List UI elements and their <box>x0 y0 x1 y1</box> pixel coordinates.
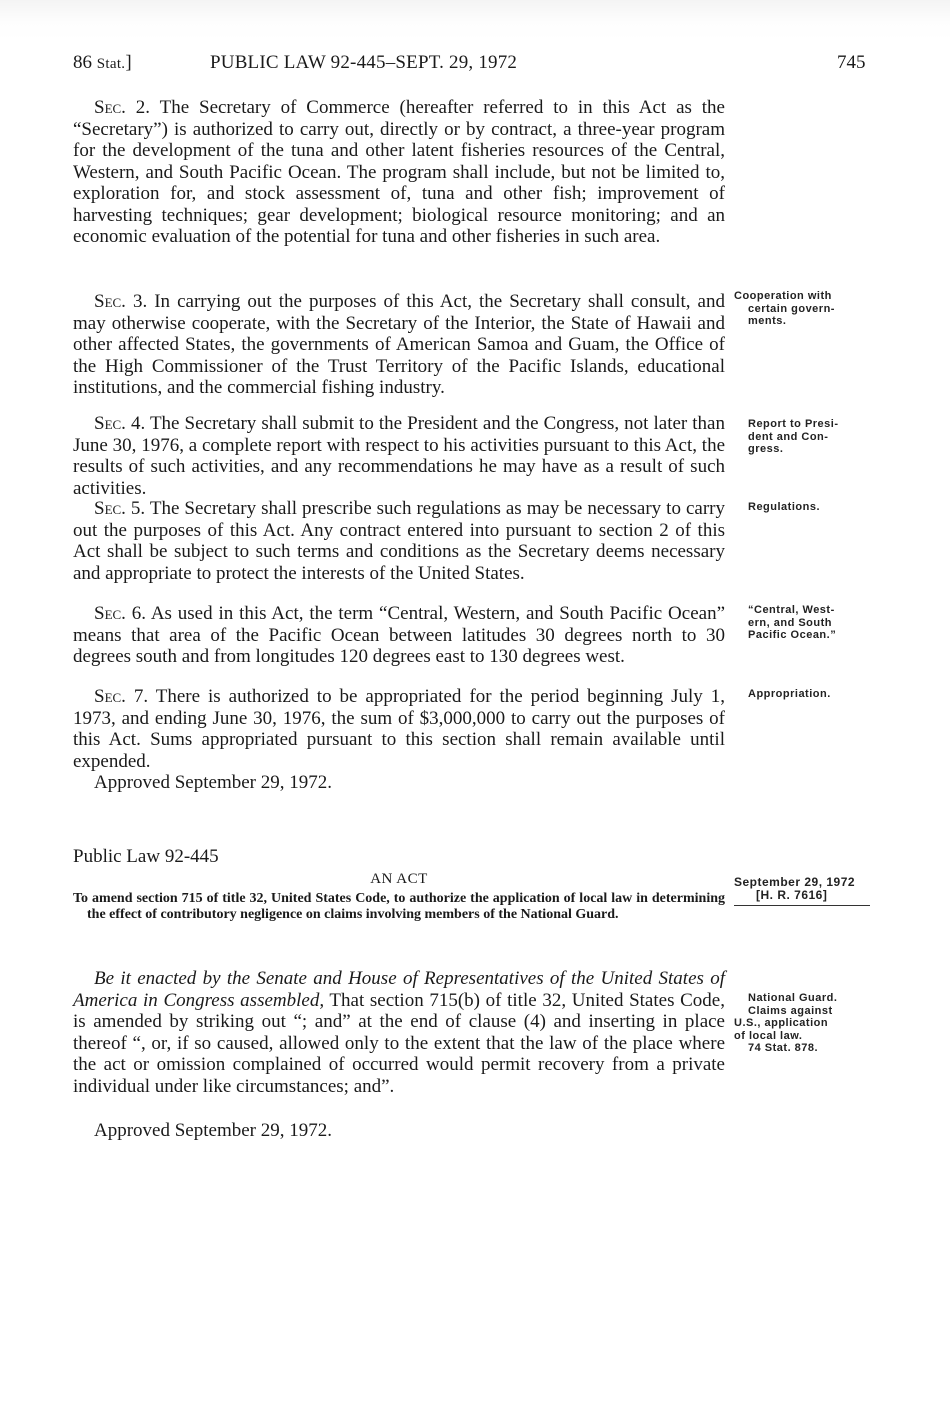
margin-note-line: certain govern- <box>748 302 835 315</box>
margin-note-appropriation: Appropriation. <box>748 688 831 700</box>
margin-note-line: gress. <box>748 443 784 455</box>
margin-note-line: ments. <box>748 315 787 327</box>
margin-note-line: 74 Stat. 878. <box>748 1042 819 1054</box>
approval-line-2 <box>73 1120 725 1142</box>
section-number: Sec. 7. <box>94 686 149 707</box>
section-6-paragraph <box>73 603 725 668</box>
page-number: 745 <box>837 52 866 73</box>
section-text: There is authorized to be appropriated for the period beginning July 1, 1973, and ending June 30, 1976, the sum of $3,000,000 to carry out the purposes of this Act. Sums appropriated pursuant to this section shall remain available until expended. <box>73 686 725 772</box>
section-number: Sec. 6. <box>94 603 147 624</box>
section-7-paragraph <box>73 686 725 772</box>
margin-note-line: of local law. <box>734 1029 803 1042</box>
section-text: The Secretary shall prescribe such regulations as may be necessary to carry out the purposes of this Act. Any contract entered into pursuant to section 2 of this Act shall be subject to such terms and conditions as the Secretary deems necessary and appropriate to protect the interests of the United States. <box>73 498 725 584</box>
margin-note-line: Report to Presi- <box>748 418 839 430</box>
header-stat-label: Stat. <box>96 56 126 72</box>
margin-note-line: National Guard. <box>748 992 838 1004</box>
section-number: Sec. 4. <box>94 413 146 434</box>
section-4 <box>73 413 725 499</box>
section-text: As used in this Act, the term “Central, Western, and South Pacific Ocean” means that area of the Pacific Ocean between latitudes 30 degrees north to 30 degrees south and from longitudes 120 degrees east to 130 degrees west. <box>73 603 725 667</box>
section-6 <box>73 603 725 668</box>
section-text: The Secretary shall submit to the President and the Congress, not later than June 30, 1976, a complete report with respect to his activities pursuant to this Act, the results of such activities, and any recommendations he may have as a result of such activities. <box>73 413 725 499</box>
margin-note-report <box>734 418 874 456</box>
margin-note-line: dent and Con- <box>748 430 829 443</box>
margin-note-line: ern, and South <box>748 616 832 629</box>
margin-note-national-guard <box>734 992 874 1055</box>
public-law-heading: Public Law 92-445 <box>73 846 219 867</box>
section-3 <box>73 291 725 399</box>
margin-note-line: Pacific Ocean.” <box>748 629 837 641</box>
margin-note-definition <box>734 604 874 642</box>
margin-note-bill: [H. R. 7616] <box>756 887 828 902</box>
margin-note-date <box>734 876 874 901</box>
an-act-heading: AN ACT <box>370 871 428 887</box>
section-number: Sec. 3. <box>94 291 148 312</box>
approval-text: Approved September 29, 1972. <box>94 772 332 793</box>
margin-note-regulations: Regulations. <box>748 501 821 513</box>
section-2-paragraph <box>73 97 725 248</box>
enacting-clause: Be it enacted by the Senate and House of Representatives of the United States of America in Congress assembled, <box>73 968 725 1011</box>
header-stat-reference <box>73 52 132 74</box>
margin-note-date-text: September 29, 1972 <box>734 875 856 889</box>
section-3-paragraph <box>73 291 725 399</box>
section-number: Sec. 5. <box>94 498 146 519</box>
approval-line-1 <box>73 772 725 794</box>
long-title: To amend section 715 of title 32, United States Code, to authorize the application of local law in determining the effect of contributory negligence on claims involving members of the National Guard. <box>73 891 725 922</box>
section-5-paragraph <box>73 498 725 584</box>
section-5 <box>73 498 725 584</box>
enacting-paragraph <box>73 968 725 1097</box>
section-number: Sec. 2. <box>94 97 151 118</box>
section-4-paragraph <box>73 413 725 499</box>
section-text: The Secretary of Commerce (hereafter referred to in this Act as the “Secretary”) is authorized to carry out, directly or by contract, a three-year program for the development of the tuna and other latent fisheries resources of the Central, Western, and South Pacific Ocean. The program shall include, but not be limited to, exploration for, and stock assessment of, tuna and other fish; improvement of harvesting techniques; gear development; biological resource monitoring; and an economic evaluation of the potential for tuna and other fisheries in such area. <box>73 97 725 247</box>
header-bracket: ] <box>125 52 132 73</box>
margin-rule <box>734 905 870 906</box>
margin-note-line: Claims against <box>748 1004 833 1017</box>
margin-note-line: Cooperation with <box>734 290 832 302</box>
section-2 <box>73 97 725 248</box>
section-7 <box>73 686 725 772</box>
header-volume: 86 <box>73 52 92 73</box>
approval-text: Approved September 29, 1972. <box>94 1120 332 1141</box>
enacting-body: That section 715(b) of title 32, United States Code, is amended by striking out “; and” at the end of clause (4) and inserting in place thereof “, or, if so caused, allowed only to the extent that the law of the place where the act or omission complained of occurred would permit recovery from a private individual under like circumstances; and”. <box>73 989 725 1097</box>
enacting-section <box>73 968 725 1097</box>
header-title: PUBLIC LAW 92-445–SEPT. 29, 1972 <box>210 52 518 73</box>
margin-note-cooperation <box>734 290 874 328</box>
margin-note-line: U.S., application <box>734 1017 829 1029</box>
section-text: In carrying out the purposes of this Act, the Secretary shall consult, and may otherwise cooperate, with the Secretary of the Interior, the State of Hawaii and other affected States, the governments of American Samoa and Guam, the Office of the High Commissioner of the Trust Territory of the Pacific Islands, educational institutions, and the commercial fishing industry. <box>73 291 725 398</box>
margin-note-line: “Central, West- <box>748 604 835 616</box>
